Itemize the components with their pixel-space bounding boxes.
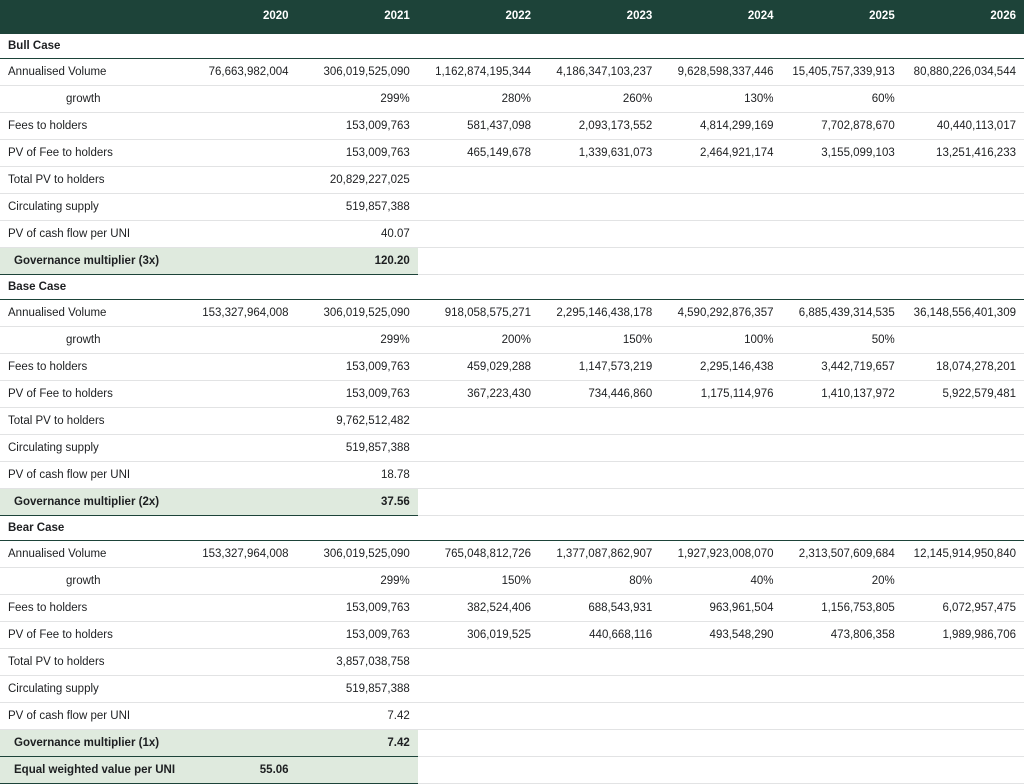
row-label: Circulating supply (0, 676, 175, 703)
cell-2025 (782, 462, 903, 489)
table-row (0, 730, 1024, 757)
cell-2020 (175, 703, 296, 730)
cell-2026 (903, 516, 1024, 541)
table-row (0, 595, 1024, 622)
cell-2021 (297, 34, 418, 59)
cell-2025 (782, 730, 903, 757)
cell-2020 (175, 194, 296, 221)
row-label: Fees to holders (0, 113, 175, 140)
cell-2024 (660, 248, 781, 275)
cell-2023 (539, 703, 660, 730)
cell-2024 (660, 676, 781, 703)
cell-2023 (539, 435, 660, 462)
cell-2023 (539, 248, 660, 275)
row-label: growth (0, 568, 175, 595)
cell-2023: 2,295,146,438,178 (539, 300, 660, 327)
cell-2020 (175, 462, 296, 489)
cell-2020: 55.06 (175, 757, 296, 784)
table-header (0, 0, 1024, 34)
cell-2021: 299% (297, 327, 418, 354)
cell-2022 (418, 167, 539, 194)
cell-2023 (539, 194, 660, 221)
cell-2026: 12,145,914,950,840 (903, 541, 1024, 568)
cell-2022 (418, 703, 539, 730)
cell-2024 (660, 275, 781, 300)
cell-2024: 4,814,299,169 (660, 113, 781, 140)
row-label: PV of Fee to holders (0, 622, 175, 649)
table-row (0, 649, 1024, 676)
cell-2025: 1,156,753,805 (782, 595, 903, 622)
cell-2026 (903, 194, 1024, 221)
table-row (0, 703, 1024, 730)
cell-2021: 3,857,038,758 (297, 649, 418, 676)
cell-2024: 9,628,598,337,446 (660, 59, 781, 86)
row-label: Bull Case (0, 34, 175, 59)
header-label-cell (0, 0, 175, 34)
cell-2022: 459,029,288 (418, 354, 539, 381)
cell-2023: 1,147,573,219 (539, 354, 660, 381)
cell-2023: 4,186,347,103,237 (539, 59, 660, 86)
row-label: Annualised Volume (0, 59, 175, 86)
cell-2026 (903, 221, 1024, 248)
cell-2021: 519,857,388 (297, 435, 418, 462)
cell-2026: 1,989,986,706 (903, 622, 1024, 649)
table-row (0, 86, 1024, 113)
cell-2022: 200% (418, 327, 539, 354)
header-year-2021: 2021 (297, 0, 418, 34)
cell-2020 (175, 86, 296, 113)
cell-2024: 2,295,146,438 (660, 354, 781, 381)
cell-2024: 493,548,290 (660, 622, 781, 649)
table-row (0, 676, 1024, 703)
cell-2020 (175, 435, 296, 462)
cell-2023 (539, 408, 660, 435)
cell-2022 (418, 248, 539, 275)
cell-2023 (539, 34, 660, 59)
cell-2023: 734,446,860 (539, 381, 660, 408)
table-row (0, 34, 1024, 59)
table-row (0, 354, 1024, 381)
cell-2026 (903, 275, 1024, 300)
cell-2025: 50% (782, 327, 903, 354)
table-row (0, 381, 1024, 408)
cell-2021: 7.42 (297, 703, 418, 730)
cell-2024: 4,590,292,876,357 (660, 300, 781, 327)
table-row (0, 516, 1024, 541)
cell-2020 (175, 140, 296, 167)
cell-2021: 18.78 (297, 462, 418, 489)
cell-2026 (903, 703, 1024, 730)
table-row (0, 167, 1024, 194)
cell-2022: 581,437,098 (418, 113, 539, 140)
cell-2023: 440,668,116 (539, 622, 660, 649)
cell-2026 (903, 676, 1024, 703)
cell-2026 (903, 649, 1024, 676)
cell-2025: 15,405,757,339,913 (782, 59, 903, 86)
cell-2025: 473,806,358 (782, 622, 903, 649)
cell-2020 (175, 275, 296, 300)
cell-2023 (539, 462, 660, 489)
cell-2026: 40,440,113,017 (903, 113, 1024, 140)
cell-2025: 60% (782, 86, 903, 113)
cell-2026: 80,880,226,034,544 (903, 59, 1024, 86)
cell-2021: 306,019,525,090 (297, 59, 418, 86)
cell-2025: 1,410,137,972 (782, 381, 903, 408)
cell-2023: 1,339,631,073 (539, 140, 660, 167)
cell-2025 (782, 676, 903, 703)
cell-2025: 2,313,507,609,684 (782, 541, 903, 568)
cell-2022: 150% (418, 568, 539, 595)
cell-2020: 76,663,982,004 (175, 59, 296, 86)
cell-2025: 7,702,878,670 (782, 113, 903, 140)
cell-2021: 153,009,763 (297, 113, 418, 140)
cell-2021: 37.56 (297, 489, 418, 516)
cell-2025: 3,442,719,657 (782, 354, 903, 381)
cell-2026 (903, 730, 1024, 757)
cell-2020 (175, 113, 296, 140)
cell-2022 (418, 221, 539, 248)
cell-2024 (660, 703, 781, 730)
cell-2020 (175, 516, 296, 541)
header-year-2023: 2023 (539, 0, 660, 34)
cell-2021: 9,762,512,482 (297, 408, 418, 435)
table-row (0, 568, 1024, 595)
cell-2020 (175, 676, 296, 703)
row-label: Circulating supply (0, 194, 175, 221)
cell-2023 (539, 649, 660, 676)
cell-2024: 40% (660, 568, 781, 595)
header-year-2025: 2025 (782, 0, 903, 34)
table-row (0, 435, 1024, 462)
cell-2020 (175, 381, 296, 408)
row-label: Annualised Volume (0, 541, 175, 568)
cell-2023 (539, 167, 660, 194)
row-label: Governance multiplier (1x) (0, 730, 175, 757)
table-row (0, 275, 1024, 300)
cell-2020 (175, 622, 296, 649)
cell-2021: 299% (297, 86, 418, 113)
cell-2021: 306,019,525,090 (297, 300, 418, 327)
cell-2021 (297, 757, 418, 784)
cell-2023 (539, 516, 660, 541)
cell-2023: 1,377,087,862,907 (539, 541, 660, 568)
cell-2025 (782, 221, 903, 248)
cell-2021: 153,009,763 (297, 381, 418, 408)
cell-2025 (782, 248, 903, 275)
row-label: PV of cash flow per UNI (0, 221, 175, 248)
cell-2022: 918,058,575,271 (418, 300, 539, 327)
cell-2023: 260% (539, 86, 660, 113)
cell-2021: 306,019,525,090 (297, 541, 418, 568)
cell-2025 (782, 516, 903, 541)
cell-2020 (175, 489, 296, 516)
cell-2025 (782, 275, 903, 300)
cell-2025 (782, 489, 903, 516)
cell-2022: 306,019,525 (418, 622, 539, 649)
table-row (0, 757, 1024, 784)
table-row (0, 408, 1024, 435)
cell-2022 (418, 676, 539, 703)
cell-2021: 120.20 (297, 248, 418, 275)
cell-2024 (660, 730, 781, 757)
cell-2023: 688,543,931 (539, 595, 660, 622)
cell-2023 (539, 757, 660, 784)
cell-2023 (539, 730, 660, 757)
cell-2020 (175, 327, 296, 354)
cell-2021 (297, 275, 418, 300)
cell-2023 (539, 275, 660, 300)
cell-2022: 280% (418, 86, 539, 113)
cell-2021: 519,857,388 (297, 194, 418, 221)
cell-2020 (175, 568, 296, 595)
cell-2020 (175, 408, 296, 435)
cell-2026 (903, 435, 1024, 462)
cell-2026: 5,922,579,481 (903, 381, 1024, 408)
table-row (0, 113, 1024, 140)
table-row (0, 140, 1024, 167)
cell-2022 (418, 275, 539, 300)
cell-2022 (418, 489, 539, 516)
table-row (0, 248, 1024, 275)
row-label: Total PV to holders (0, 649, 175, 676)
cell-2021: 299% (297, 568, 418, 595)
row-label: Total PV to holders (0, 167, 175, 194)
table-row (0, 221, 1024, 248)
cell-2020 (175, 221, 296, 248)
row-label: Annualised Volume (0, 300, 175, 327)
cell-2026 (903, 568, 1024, 595)
table-row (0, 300, 1024, 327)
cell-2023 (539, 221, 660, 248)
row-label: Fees to holders (0, 595, 175, 622)
cell-2020: 153,327,964,008 (175, 300, 296, 327)
row-label: PV of cash flow per UNI (0, 462, 175, 489)
cell-2022 (418, 730, 539, 757)
row-label: Governance multiplier (3x) (0, 248, 175, 275)
row-label: growth (0, 327, 175, 354)
cell-2022 (418, 516, 539, 541)
cell-2026: 13,251,416,233 (903, 140, 1024, 167)
cell-2025 (782, 194, 903, 221)
cell-2024 (660, 34, 781, 59)
cell-2026 (903, 248, 1024, 275)
row-label: growth (0, 86, 175, 113)
cell-2023 (539, 489, 660, 516)
cell-2026: 18,074,278,201 (903, 354, 1024, 381)
cell-2021: 153,009,763 (297, 354, 418, 381)
cell-2021: 519,857,388 (297, 676, 418, 703)
cell-2021: 7.42 (297, 730, 418, 757)
cell-2020: 153,327,964,008 (175, 541, 296, 568)
cell-2022: 765,048,812,726 (418, 541, 539, 568)
cell-2022: 382,524,406 (418, 595, 539, 622)
cell-2021: 20,829,227,025 (297, 167, 418, 194)
table-row (0, 489, 1024, 516)
cell-2025 (782, 703, 903, 730)
cell-2024 (660, 221, 781, 248)
cell-2025 (782, 649, 903, 676)
cell-2022: 1,162,874,195,344 (418, 59, 539, 86)
cell-2020 (175, 730, 296, 757)
cell-2026 (903, 327, 1024, 354)
row-label: Governance multiplier (2x) (0, 489, 175, 516)
cell-2025: 6,885,439,314,535 (782, 300, 903, 327)
cell-2026: 36,148,556,401,309 (903, 300, 1024, 327)
cell-2022 (418, 649, 539, 676)
table-row (0, 622, 1024, 649)
table-row (0, 194, 1024, 221)
cell-2021: 153,009,763 (297, 140, 418, 167)
cell-2026 (903, 757, 1024, 784)
header-year-2024: 2024 (660, 0, 781, 34)
cell-2025 (782, 167, 903, 194)
cell-2024 (660, 408, 781, 435)
cell-2025 (782, 408, 903, 435)
cell-2021 (297, 516, 418, 541)
cell-2020 (175, 649, 296, 676)
header-year-2020: 2020 (175, 0, 296, 34)
row-label: Fees to holders (0, 354, 175, 381)
cell-2026 (903, 462, 1024, 489)
row-label: PV of Fee to holders (0, 140, 175, 167)
cell-2024: 1,927,923,008,070 (660, 541, 781, 568)
cell-2024: 100% (660, 327, 781, 354)
cell-2020 (175, 167, 296, 194)
cell-2025 (782, 757, 903, 784)
header-row (0, 0, 1024, 34)
table-row (0, 327, 1024, 354)
row-label: Bear Case (0, 516, 175, 541)
row-label: Total PV to holders (0, 408, 175, 435)
cell-2025 (782, 435, 903, 462)
cell-2021: 40.07 (297, 221, 418, 248)
cell-2025: 3,155,099,103 (782, 140, 903, 167)
row-label: PV of cash flow per UNI (0, 703, 175, 730)
cell-2022 (418, 408, 539, 435)
cell-2020 (175, 595, 296, 622)
cell-2022 (418, 194, 539, 221)
cell-2024 (660, 194, 781, 221)
cell-2020 (175, 248, 296, 275)
cell-2023 (539, 676, 660, 703)
cell-2022: 367,223,430 (418, 381, 539, 408)
header-year-2022: 2022 (418, 0, 539, 34)
table-row (0, 59, 1024, 86)
cell-2024: 2,464,921,174 (660, 140, 781, 167)
cell-2024 (660, 516, 781, 541)
cell-2024: 130% (660, 86, 781, 113)
cell-2026: 6,072,957,475 (903, 595, 1024, 622)
cell-2022 (418, 435, 539, 462)
cell-2026 (903, 408, 1024, 435)
cell-2026 (903, 489, 1024, 516)
cell-2021: 153,009,763 (297, 595, 418, 622)
cell-2025: 20% (782, 568, 903, 595)
cell-2024 (660, 649, 781, 676)
cell-2020 (175, 354, 296, 381)
cell-2023: 150% (539, 327, 660, 354)
cell-2024 (660, 462, 781, 489)
cell-2024 (660, 435, 781, 462)
cell-2025 (782, 34, 903, 59)
cell-2022: 465,149,678 (418, 140, 539, 167)
cell-2021: 153,009,763 (297, 622, 418, 649)
header-year-2026: 2026 (903, 0, 1024, 34)
cell-2022 (418, 757, 539, 784)
row-label: Circulating supply (0, 435, 175, 462)
row-label: Equal weighted value per UNI (0, 757, 175, 784)
cell-2023: 2,093,173,552 (539, 113, 660, 140)
cell-2026 (903, 167, 1024, 194)
cell-2022 (418, 462, 539, 489)
cell-2024: 1,175,114,976 (660, 381, 781, 408)
cell-2022 (418, 34, 539, 59)
cell-2024: 963,961,504 (660, 595, 781, 622)
table-row (0, 541, 1024, 568)
cell-2020 (175, 34, 296, 59)
cell-2023: 80% (539, 568, 660, 595)
cell-2026 (903, 86, 1024, 113)
cell-2024 (660, 167, 781, 194)
row-label: PV of Fee to holders (0, 381, 175, 408)
cell-2026 (903, 34, 1024, 59)
cell-2024 (660, 757, 781, 784)
row-label: Base Case (0, 275, 175, 300)
table-row (0, 462, 1024, 489)
cell-2024 (660, 489, 781, 516)
table-body (0, 34, 1024, 784)
